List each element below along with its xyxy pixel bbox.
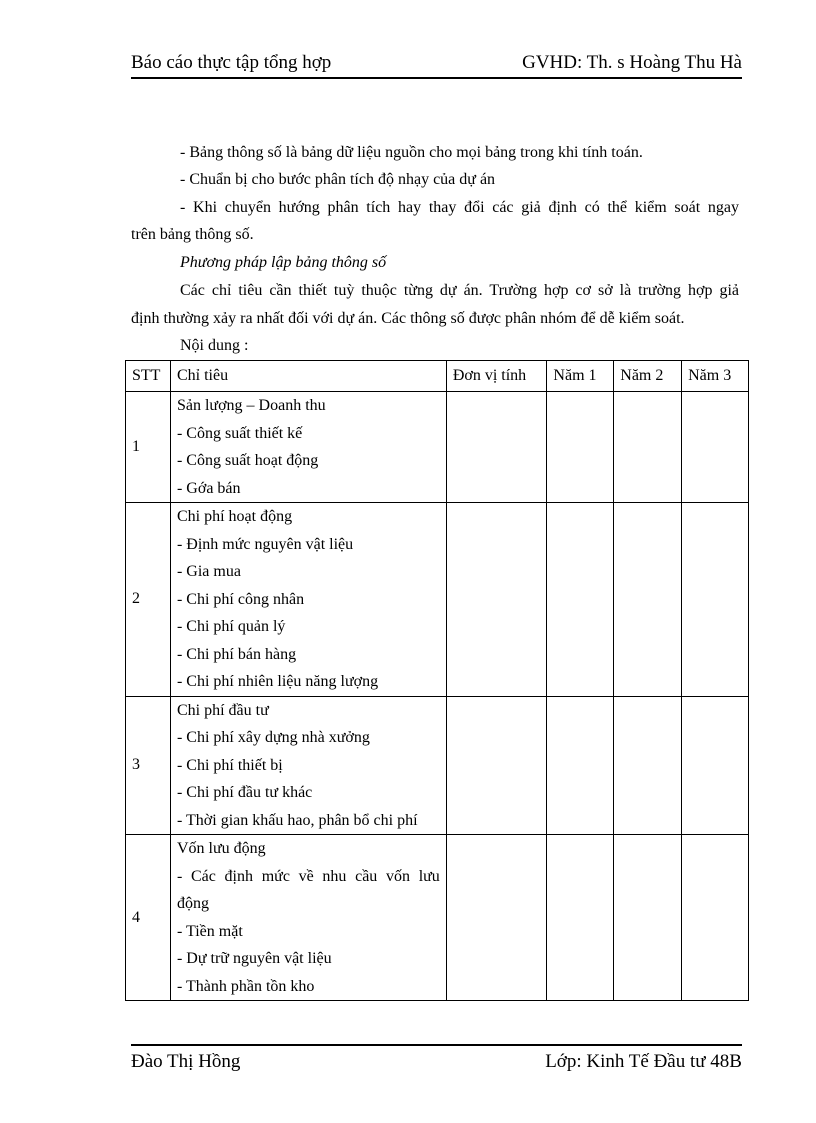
indicator-line: - Chi phí đầu tư khác xyxy=(176,784,313,801)
indicator-line: - Chi phí thiết bị xyxy=(176,756,283,774)
year-3-cell xyxy=(682,835,749,1001)
year-3-cell xyxy=(682,503,749,697)
unit-cell xyxy=(446,696,547,835)
section-title: Phương pháp lập bảng thông số xyxy=(180,254,387,271)
table-header-row xyxy=(126,361,749,392)
row-indicators xyxy=(170,696,446,835)
table-row xyxy=(126,696,749,835)
indicator-line: - Công suất hoạt động xyxy=(176,452,319,469)
row-stt: 3 xyxy=(126,696,171,835)
table-row xyxy=(126,835,749,1001)
header-unit: Đơn vị tính xyxy=(446,361,547,392)
row-stt: 4 xyxy=(126,835,171,1001)
indicator-line: - Gớa bán xyxy=(176,479,241,497)
year-1-cell xyxy=(547,392,614,503)
bullet-paragraph-1: - Bảng thông số là bảng dữ liệu nguồn cho mọi bảng trong khi tính toán. xyxy=(180,144,643,161)
row-indicators xyxy=(170,835,446,1001)
header-report-title: Báo cáo thực tập tổng hợp xyxy=(131,52,332,73)
footer-author: Đào Thị Hồng xyxy=(131,1051,241,1072)
year-3-cell xyxy=(682,696,749,835)
row-stt: 1 xyxy=(126,392,171,503)
year-1-cell xyxy=(547,503,614,697)
row-indicators xyxy=(170,392,446,503)
unit-cell xyxy=(446,835,547,1001)
indicator-line: - Công suất thiết kế xyxy=(176,424,303,442)
table-row xyxy=(126,503,749,697)
year-2-cell xyxy=(614,835,682,1001)
parameter-table xyxy=(125,360,749,1001)
year-2-cell xyxy=(614,503,682,697)
indicator-line: Chi phí hoạt động xyxy=(176,508,293,525)
content-label: Nội dung : xyxy=(180,337,249,354)
header-year-2: Năm 2 xyxy=(614,361,682,392)
unit-cell xyxy=(446,503,547,697)
indicator-line: - Chi phí xây dựng nhà xưởng xyxy=(176,729,370,746)
indicator-line: - Chi phí công nhân xyxy=(176,590,305,608)
indicator-line: - Chi phí quản lý xyxy=(176,618,286,635)
header-indicator: Chỉ tiêu xyxy=(170,361,446,392)
page-header xyxy=(131,50,742,76)
header-divider xyxy=(131,77,742,79)
indicator-line: Chi phí đầu tư xyxy=(176,701,269,719)
year-1-cell xyxy=(547,696,614,835)
indicator-line: Sản lượng – Doanh thu xyxy=(176,397,326,414)
indicator-line: - Dự trữ nguyên vật liệu xyxy=(176,950,332,967)
year-2-cell xyxy=(614,696,682,835)
indicator-line: - Các định mức về nhu cầu vốn lưu xyxy=(176,867,440,885)
footer-divider xyxy=(131,1044,742,1046)
year-2-cell xyxy=(614,392,682,503)
year-3-cell xyxy=(682,392,749,503)
unit-cell xyxy=(446,392,547,503)
year-1-cell xyxy=(547,835,614,1001)
paragraph-4-line-2: định thường xảy ra nhất đối với dự án. Các thông số được phân nhóm để dễ kiểm soát. xyxy=(131,310,685,327)
indicator-line: - Thành phần tồn kho xyxy=(176,977,315,995)
header-supervisor: GVHD: Th. s Hoàng Thu Hà xyxy=(522,52,742,73)
indicator-line: - Định mức nguyên vật liệu xyxy=(176,535,354,553)
indicator-line: động xyxy=(176,895,209,912)
indicator-line: - Tiền mặt xyxy=(176,922,243,940)
paragraph-4-line-1: Các chỉ tiêu cần thiết tuỳ thuộc từng dự án. Trường hợp cơ sở là trường hợp giả xyxy=(180,282,739,299)
bullet-paragraph-3-line-2: trên bảng thông số. xyxy=(131,226,254,243)
indicator-line: - Chi phí nhiên liệu năng lượng xyxy=(176,673,379,690)
indicator-line: Vốn lưu động xyxy=(176,840,266,857)
table-row xyxy=(126,392,749,503)
page-footer xyxy=(131,1049,742,1075)
indicator-line: - Gia mua xyxy=(176,563,241,580)
bullet-paragraph-2: - Chuẩn bị cho bước phân tích độ nhạy của dự án xyxy=(180,171,496,188)
header-year-1: Năm 1 xyxy=(547,361,614,392)
footer-class: Lớp: Kinh Tế Đầu tư 48B xyxy=(545,1051,742,1072)
row-indicators xyxy=(170,503,446,697)
indicator-line: - Thời gian khấu hao, phân bổ chi phí xyxy=(176,811,418,829)
header-year-3: Năm 3 xyxy=(682,361,749,392)
bullet-paragraph-3-line-1: - Khi chuyển hướng phân tích hay thay đổi các giả định có thể kiểm soát ngay xyxy=(180,199,739,216)
indicator-line: - Chi phí bán hàng xyxy=(176,645,297,663)
header-stt: STT xyxy=(126,361,171,392)
row-stt: 2 xyxy=(126,503,171,697)
